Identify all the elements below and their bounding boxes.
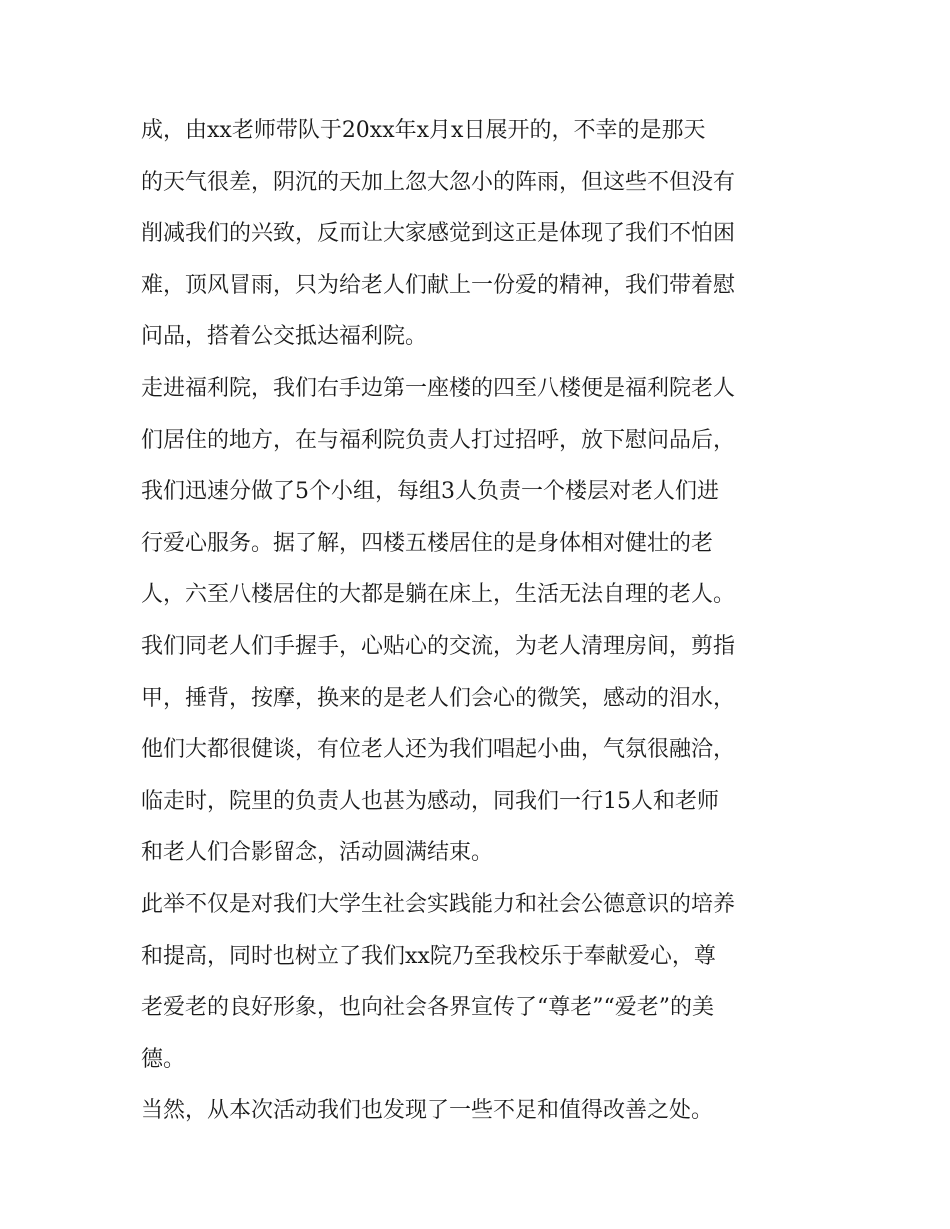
text-line: 成，由xx老师带队于20xx年x月x日展开的，不幸的是那天 — [141, 118, 706, 143]
text-line: 我们迅速分做了5个小组，每组3人负责一个楼层对老人们进 — [141, 479, 719, 505]
text-line: 临走时，院里的负责人也甚为感动，同我们一行15人和老师 — [141, 788, 719, 814]
document-body — [141, 105, 841, 1137]
text-line: 走进福利院，我们右手边第一座楼的四至八楼便是福利院老人 — [141, 375, 736, 401]
text-line: 的天气很差，阴沉的天加上忽大忽小的阵雨，但这些不但没有 — [141, 169, 736, 195]
text-line: 此举不仅是对我们大学生社会实践能力和社会公德意识的培养 — [141, 891, 736, 917]
text-line: 他们大都很健谈，有位老人还为我们唱起小曲，气氛很融洽， — [141, 737, 736, 763]
text-line: 老爱老的良好形象，也向社会各界宣传了“尊老”“爱老”的美 — [141, 995, 714, 1021]
text-line: 削减我们的兴致，反而让大家感觉到这正是体现了我们不怕困 — [141, 221, 736, 247]
text-line: 难，顶风冒雨，只为给老人们献上一份爱的精神，我们带着慰 — [141, 272, 736, 298]
text-line: 行爱心服务。据了解，四楼五楼居住的是身体相对健壮的老 — [141, 530, 714, 556]
text-line: 人，六至八楼居住的大都是躺在床上，生活无法自理的老人。 — [141, 582, 736, 608]
text-line: 德。 — [141, 1046, 186, 1072]
text-line: 们居住的地方，在与福利院负责人打过招呼，放下慰问品后， — [141, 427, 736, 453]
text-line: 和提高，同时也树立了我们xx院乃至我校乐于奉献爱心，尊 — [141, 943, 716, 969]
text-line: 我们同老人们手握手，心贴心的交流，为老人清理房间，剪指 — [141, 633, 736, 659]
text-line: 当然，从本次活动我们也发现了一些不足和值得改善之处。 — [141, 1098, 714, 1124]
text-line: 和老人们合影留念，活动圆满结束。 — [141, 840, 494, 866]
text-line: 问品，搭着公交抵达福利院。 — [141, 324, 428, 350]
text-line: 甲，捶背，按摩，换来的是老人们会心的微笑，感动的泪水， — [141, 685, 736, 711]
